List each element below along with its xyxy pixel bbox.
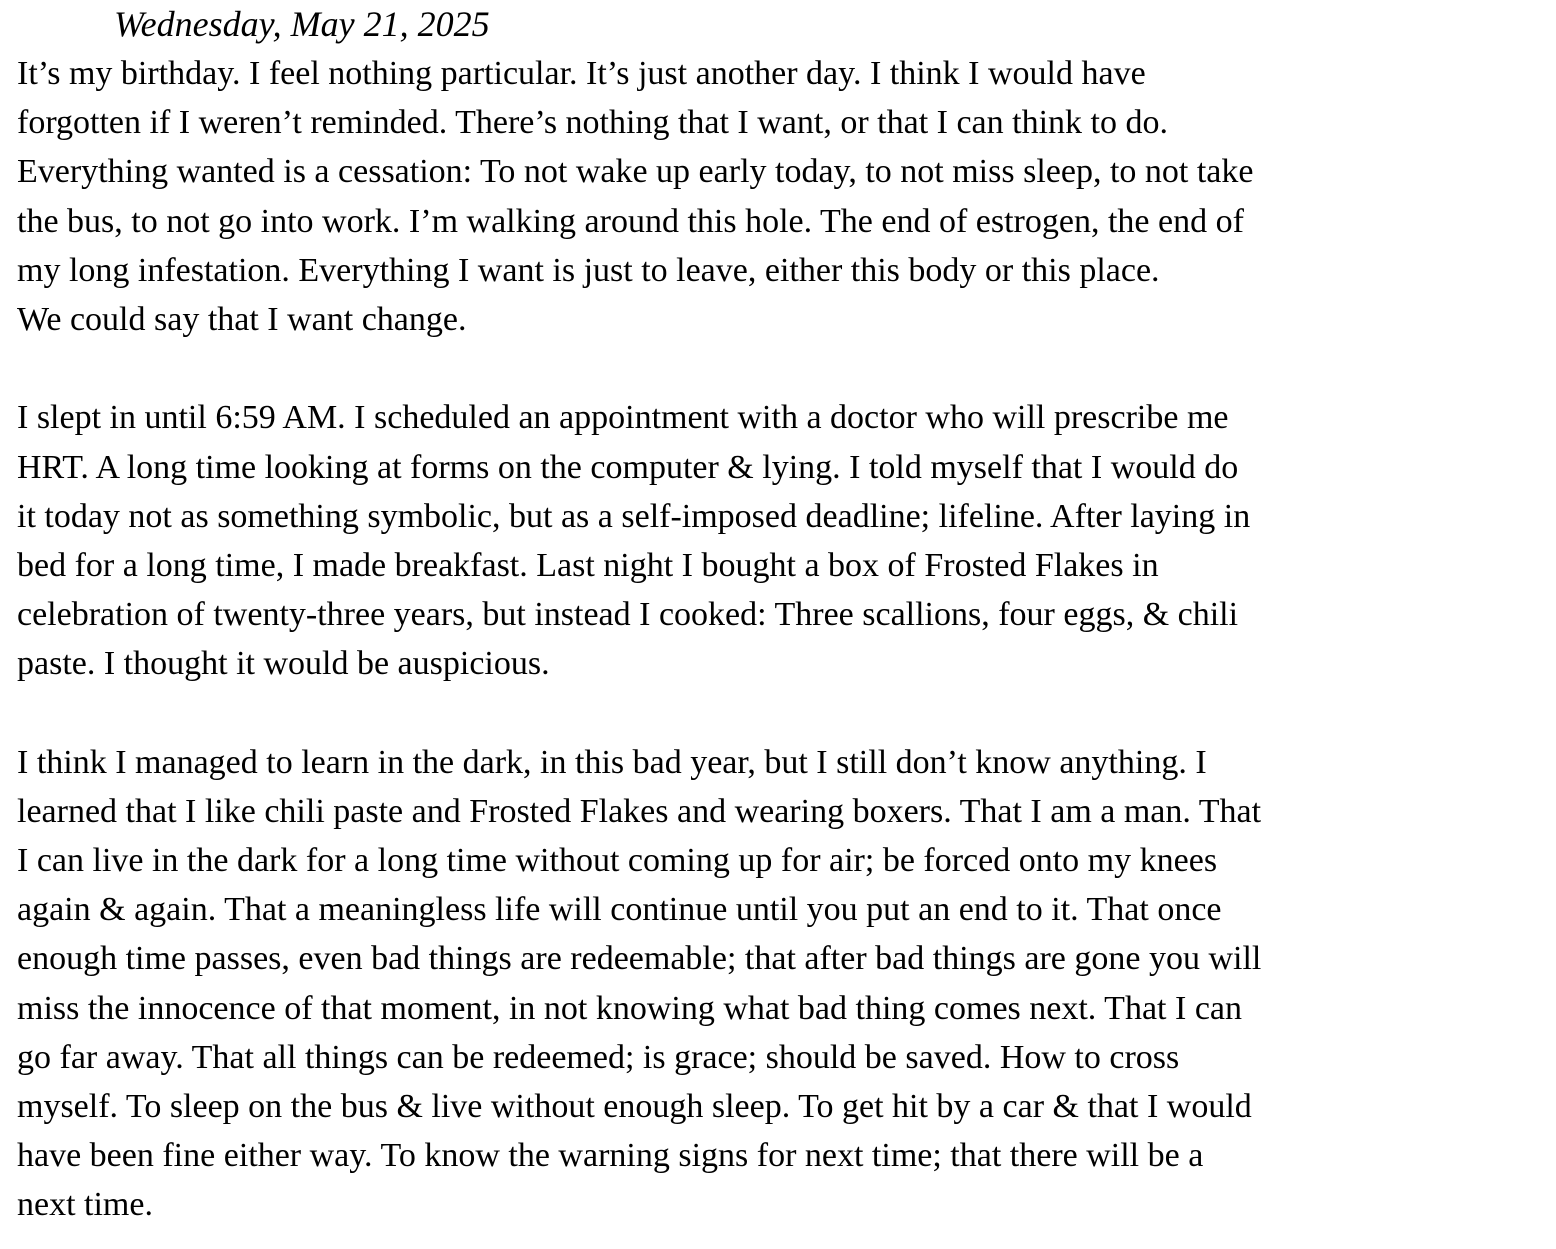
journal-page: [17, 0, 1417, 1230]
text-line: Everything wanted is a cessation: To not wake up early today, to not miss sleep, to not take: [17, 153, 1254, 191]
paragraph-3: [17, 738, 1417, 1230]
text-line: HRT. A long time looking at forms on the computer & lying. I told myself that I would do: [17, 448, 1239, 486]
text-line: myself. To sleep on the bus & live without enough sleep. To get hit by a car & that I would: [17, 1087, 1252, 1125]
text-line: learned that I like chili paste and Frosted Flakes and wearing boxers. That I am a man. That: [17, 792, 1262, 830]
text-line: We could say that I want change.: [17, 300, 467, 338]
text-line: celebration of twenty-three years, but instead I cooked: Three scallions, four eggs, & chili: [17, 596, 1239, 634]
text-line: forgotten if I weren’t reminded. There’s nothing that I want, or that I can think to do.: [17, 104, 1168, 142]
text-line: I slept in until 6:59 AM. I scheduled an appointment with a doctor who will prescribe me: [17, 399, 1229, 437]
text-line: It’s my birthday. I feel nothing particular. It’s just another day. I think I would have: [17, 55, 1146, 92]
text-line: my long infestation. Everything I want is just to leave, either this body or this place.: [17, 251, 1160, 289]
text-line: go far away. That all things can be redeemed; is grace; should be saved. How to cross: [17, 1038, 1180, 1076]
paragraph-spacer: [17, 688, 1417, 737]
paragraph-1: [17, 49, 1417, 344]
text-line: enough time passes, even bad things are redeemable; that after bad things are gone you will: [17, 940, 1262, 978]
paragraph-2: [17, 393, 1417, 688]
text-line: again & again. That a meaningless life will continue until you put an end to it. That once: [17, 891, 1222, 929]
text-line: paste. I thought it would be auspicious.: [17, 645, 550, 683]
text-line: miss the innocence of that moment, in not knowing what bad thing comes next. That I can: [17, 989, 1242, 1027]
text-line: bed for a long time, I made breakfast. Last night I bought a box of Frosted Flakes in: [17, 546, 1159, 584]
paragraph-spacer: [17, 344, 1417, 393]
text-line: the bus, to not go into work. I’m walking around this hole. The end of estrogen, the end of: [17, 202, 1244, 240]
text-line: I can live in the dark for a long time without coming up for air; be forced onto my knees: [17, 842, 1218, 879]
text-line: have been fine either way. To know the warning signs for next time; that there will be a: [17, 1137, 1204, 1175]
text-line: it today not as something symbolic, but as a self-imposed deadline; lifeline. After laying in: [17, 497, 1251, 535]
text-line: next time.: [17, 1186, 153, 1224]
text-line: I think I managed to learn in the dark, in this bad year, but I still don’t know anything. I: [17, 743, 1207, 781]
entry-date: Wednesday, May 21, 2025: [114, 4, 490, 44]
